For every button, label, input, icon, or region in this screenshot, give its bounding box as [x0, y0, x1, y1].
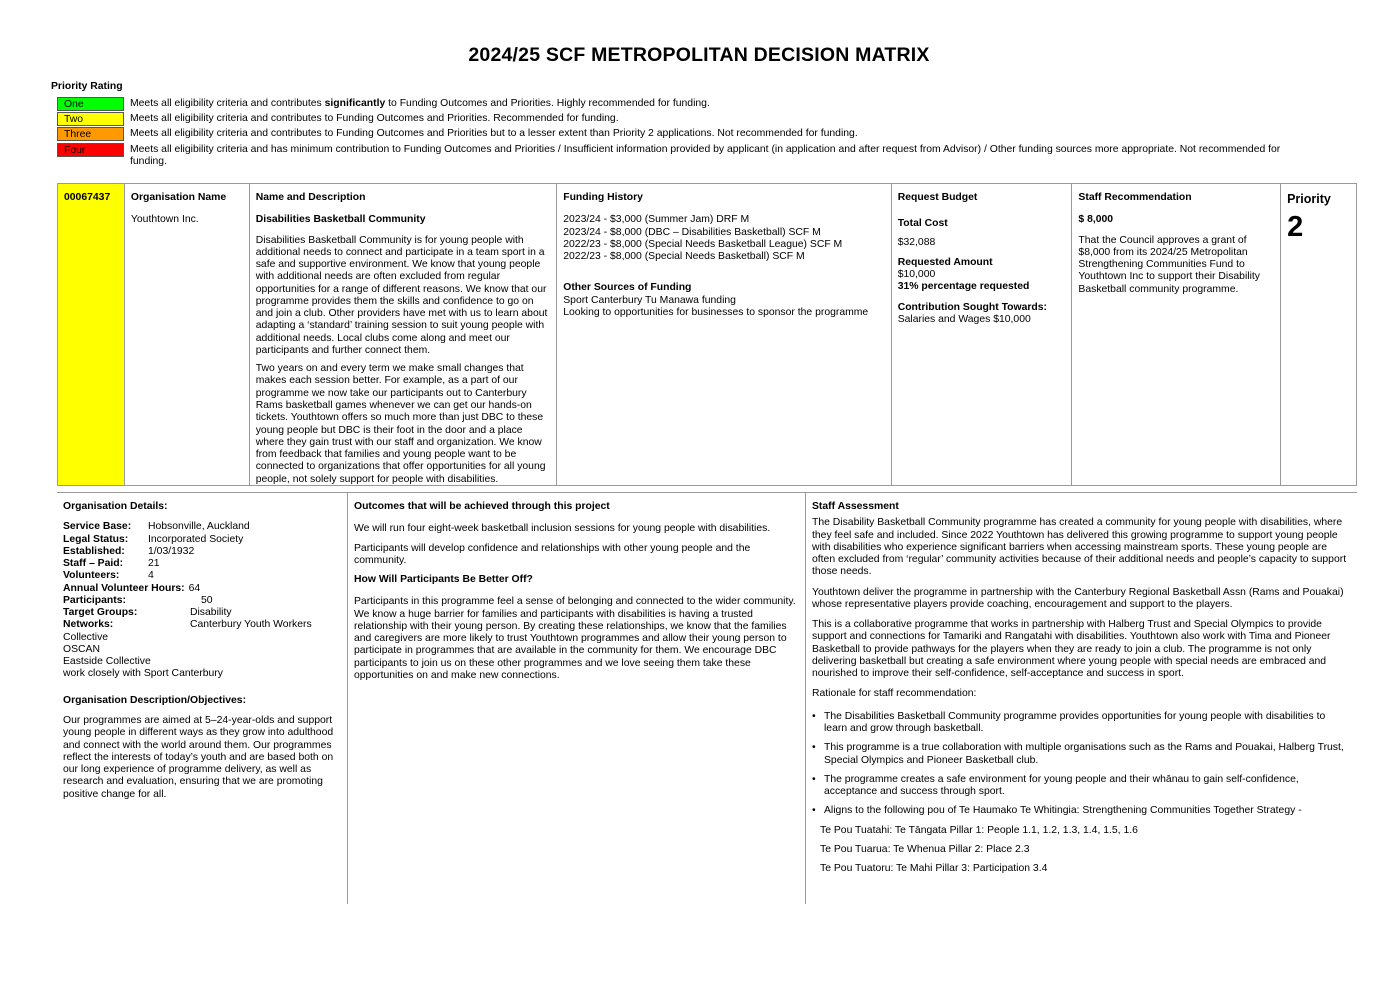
priority-row-four: [57, 143, 1314, 168]
funding-history-item: 2022/23 - $8,000 (Special Needs Basketball) SCF M: [563, 251, 805, 263]
outcomes-paragraph-2: Participants will develop confidence and relationships with other young people and the community.: [354, 542, 751, 566]
networks-row: Networks: Canterbury Youth Workers: [63, 619, 312, 631]
pou-item: Te Pou Tuatoru: Te Mahi Pillar 3: Participation 3.4: [820, 863, 1048, 875]
funding-history-item: 2022/23 - $8,000 (Special Needs Basketball League) SCF M: [563, 238, 843, 250]
description-header: Name and Description: [255, 192, 366, 203]
participants-row: Participants: 50: [63, 594, 213, 606]
org-description-heading: Organisation Description/Objectives:: [63, 694, 247, 706]
request-budget-cell: [892, 184, 1073, 485]
pou-item: Te Pou Tuarua: Te Whenua Pillar 2: Place 2.3: [820, 843, 1030, 855]
staff-paid-row: Staff – Paid: 21: [63, 558, 160, 570]
funding-history-item: 2023/24 - $3,000 (Summer Jam) DRF M: [563, 214, 750, 226]
staff-recommendation-header: Staff Recommendation: [1078, 192, 1192, 203]
priority-rating-heading: Priority Rating: [51, 81, 123, 92]
staff-assessment-heading: Staff Assessment: [812, 501, 899, 512]
volunteer-hours-row: Annual Volunteer Hours: 64: [63, 582, 201, 594]
other-source-item: Sport Canterbury Tu Manawa funding: [563, 294, 736, 306]
list-item: • This programme is a true collaboration with multiple organisations such as the Rams and Pouakai, Halberg Trust, Special Olympics and Pioneer Basketball club.: [812, 742, 1351, 767]
priority-swatch-one: One: [57, 97, 124, 111]
request-budget-header: Request Budget: [897, 192, 978, 203]
description-paragraph-1: Disabilities Basketball Community is for young people with additional needs to connect and participate in a team sport in a safe and supportive environment. We know that young people with additional needs are often excluded from regular opportunities for a range of different reasons. We know that our programme provides them the skills and confidence to go on and join a club. Other providers have met with us to learn about adapting a ‘standard’ training session to suit young people with additional needs. Local clubs come along and meet our participants and further connect them.: [255, 234, 548, 356]
network-item: Eastside Collective: [63, 656, 151, 668]
assessment-paragraph-3: This is a collaborative programme that works in partnership with Halberg Trust and Special Olympics to provide support and connections for Tamariki and Rangatahi with disabilities. Youthtown also work with Tima and Pioneer Basketball to provide pathways for the players when they are ready to join a club. The programme is not only delivering basketball but creating a safe environment where young people with special needs are embraced and nourished to improve their self-confidence, self-acceptance and success in sport.: [812, 619, 1331, 680]
contribution-label: Contribution Sought Towards:: [897, 301, 1047, 313]
better-off-heading: How Will Participants Be Better Off?: [354, 574, 533, 586]
list-item: • The Disabilities Basketball Community programme provides opportunities for young people with disabilities to learn and grow through basketball.: [812, 711, 1351, 736]
application-summary-table: [57, 183, 1357, 486]
staff-recommendation-cell: [1072, 184, 1281, 485]
outcomes-column: [348, 493, 806, 904]
staff-recommendation-text: That the Council approves a grant of $8,000 from its 2024/25 Metropolitan Strengthening Communities Fund to Youthtown Inc to support their Disability Basketball community programme.: [1078, 234, 1260, 295]
priority-swatch-two: Two: [57, 112, 124, 126]
list-item: • Aligns to the following pou of Te Haumako Te Whitingia: Strengthening Communities Together Strategy -: [812, 805, 1351, 817]
outcomes-heading: Outcomes that will be achieved through this project: [354, 501, 610, 512]
other-source-item: Looking to opportunities for businesses to sponsor the programme: [563, 306, 869, 318]
priority-row-one: [57, 97, 1314, 111]
org-name-cell: [125, 184, 250, 485]
priority-cell: [1281, 184, 1356, 485]
staff-recommended-amount: $ 8,000: [1078, 214, 1114, 226]
description-cell: [250, 184, 558, 485]
description-paragraph-2: Two years on and every term we make small changes that makes each session better. For example, as a part of our programme we now take our participants out to Canterbury Rams basketball games whenever we can get our hands-on tickets. Youthtown offers so much more than just DBC to these young people but DBC is their foot in the door and a place where they gain trust with our staff and organization. We know from feedback that families and young people want to be connected to organizations that offer opportunities for all young people, not solely support for people with disabilities.: [255, 363, 546, 485]
contribution-value: Salaries and Wages $10,000: [897, 313, 1031, 325]
priority-value: 2: [1287, 210, 1304, 243]
pou-item: Te Pou Tuatahi: Te Tāngata Pillar 1: People 1.1, 1.2, 1.3, 1.4, 1.5, 1.6: [820, 824, 1138, 836]
other-sources-header: Other Sources of Funding: [563, 282, 692, 294]
page-title: 2024/25 SCF METROPOLITAN DECISION MATRIX: [468, 44, 930, 66]
org-name: Youthtown Inc.: [130, 214, 199, 226]
target-groups-row: Target Groups: Disability: [63, 607, 232, 619]
rationale-list: [812, 711, 1351, 818]
priority-header: Priority: [1287, 192, 1331, 206]
priority-row-two: [57, 112, 1314, 126]
outcomes-paragraph-1: We will run four eight-week basketball inclusion sessions for young people with disabilities.: [354, 523, 771, 535]
total-cost-value: $32,088: [897, 236, 936, 248]
org-name-header: Organisation Name: [130, 192, 227, 203]
total-cost-label: Total Cost: [897, 218, 948, 230]
details-section: [57, 492, 1357, 904]
rationale-heading: Rationale for staff recommendation:: [812, 688, 977, 700]
priority-swatch-three: Three: [57, 127, 124, 141]
volunteers-row: Volunteers: 4: [63, 570, 154, 582]
funding-history-header: Funding History: [563, 192, 643, 203]
application-id: 00067437: [58, 184, 125, 485]
percentage-requested: 31% percentage requested: [897, 281, 1030, 293]
assessment-paragraph-1: The Disability Basketball Community programme has created a community for young people with disabilities, where they feel safe and included. Since 2022 Youthtown has delivered this growing programme to support young people with disabilities who experience significant barriers when accessing mainstream sports. These young people are often excluded from ‘regular’ community activities because of their additional needs and people’s capacity to support those needs.: [812, 517, 1347, 578]
network-item: OSCAN: [63, 643, 100, 655]
network-item: work closely with Sport Canterbury: [63, 668, 223, 680]
funding-history-cell: [557, 184, 891, 485]
project-name: Disabilities Basketball Community: [255, 214, 426, 226]
org-description-text: Our programmes are aimed at 5–24-year-olds and support young people in different ways as they grow into adulthood and connect with the world around them. Our programmes reflect the interests of today’s youth and are based both on our long experience of programme delivery, as well as research and evaluation, ensuring that we are promoting positive change for all.: [63, 714, 334, 800]
requested-amount-value: $10,000: [897, 269, 936, 281]
assessment-paragraph-2: Youthtown deliver the programme in partnership with the Canterbury Regional Basketball Assn (Rams and Pouakai) whose representative players provide coaching, encouragement and support to the players.: [812, 586, 1344, 610]
funding-history-item: 2023/24 - $8,000 (DBC – Disabilities Basketball) SCF M: [563, 226, 821, 238]
priority-desc-four: Meets all eligibility criteria and has minimum contribution to Funding Outcomes and Priorities / Insufficient information provided by applicant (in application and after request from Advisor) / Other funding sources more appropriate. Not recommended for funding.: [130, 144, 1281, 167]
requested-amount-label: Requested Amount: [897, 256, 993, 268]
org-details-heading: Organisation Details:: [63, 501, 168, 512]
priority-desc-two: Meets all eligibility criteria and contributes to Funding Outcomes and Priorities. Recommended for funding.: [130, 113, 619, 124]
priority-desc-one: Meets all eligibility criteria and contributes significantly to Funding Outcomes and Priorities. Highly recommended for funding.: [130, 98, 710, 109]
priority-swatch-four: Four: [57, 143, 124, 157]
established-row: Established: 1/03/1932: [63, 545, 195, 557]
staff-assessment-column: [806, 493, 1357, 904]
legal-status-row: Legal Status: Incorporated Society: [63, 533, 244, 545]
organisation-details-column: [57, 493, 348, 904]
network-item: Collective: [63, 631, 109, 643]
better-off-text: Participants in this programme feel a sense of belonging and connected to the wider community. We know a huge barrier for families and participants with disabilities is having a trusted relationship with their young person. By creating these relationships, we know that the families and caregivers are more likely to trust Youthtown programmes and allow their young person to participate in programmes that are available in the community for them. We encourage DBC participants to join us on these other programmes and we love seeing them take these opportunities on and make new connections.: [354, 596, 796, 681]
service-base-row: Service Base: Hobsonville, Auckland: [63, 521, 250, 533]
list-item: • The programme creates a safe environment for young people and their whānau to gain self-confidence, acceptance and success through sport.: [812, 774, 1351, 799]
priority-desc-three: Meets all eligibility criteria and contributes to Funding Outcomes and Priorities but to a lesser extent than Priority 2 applications. Not recommended for funding.: [130, 128, 858, 139]
priority-row-three: [57, 127, 1314, 141]
